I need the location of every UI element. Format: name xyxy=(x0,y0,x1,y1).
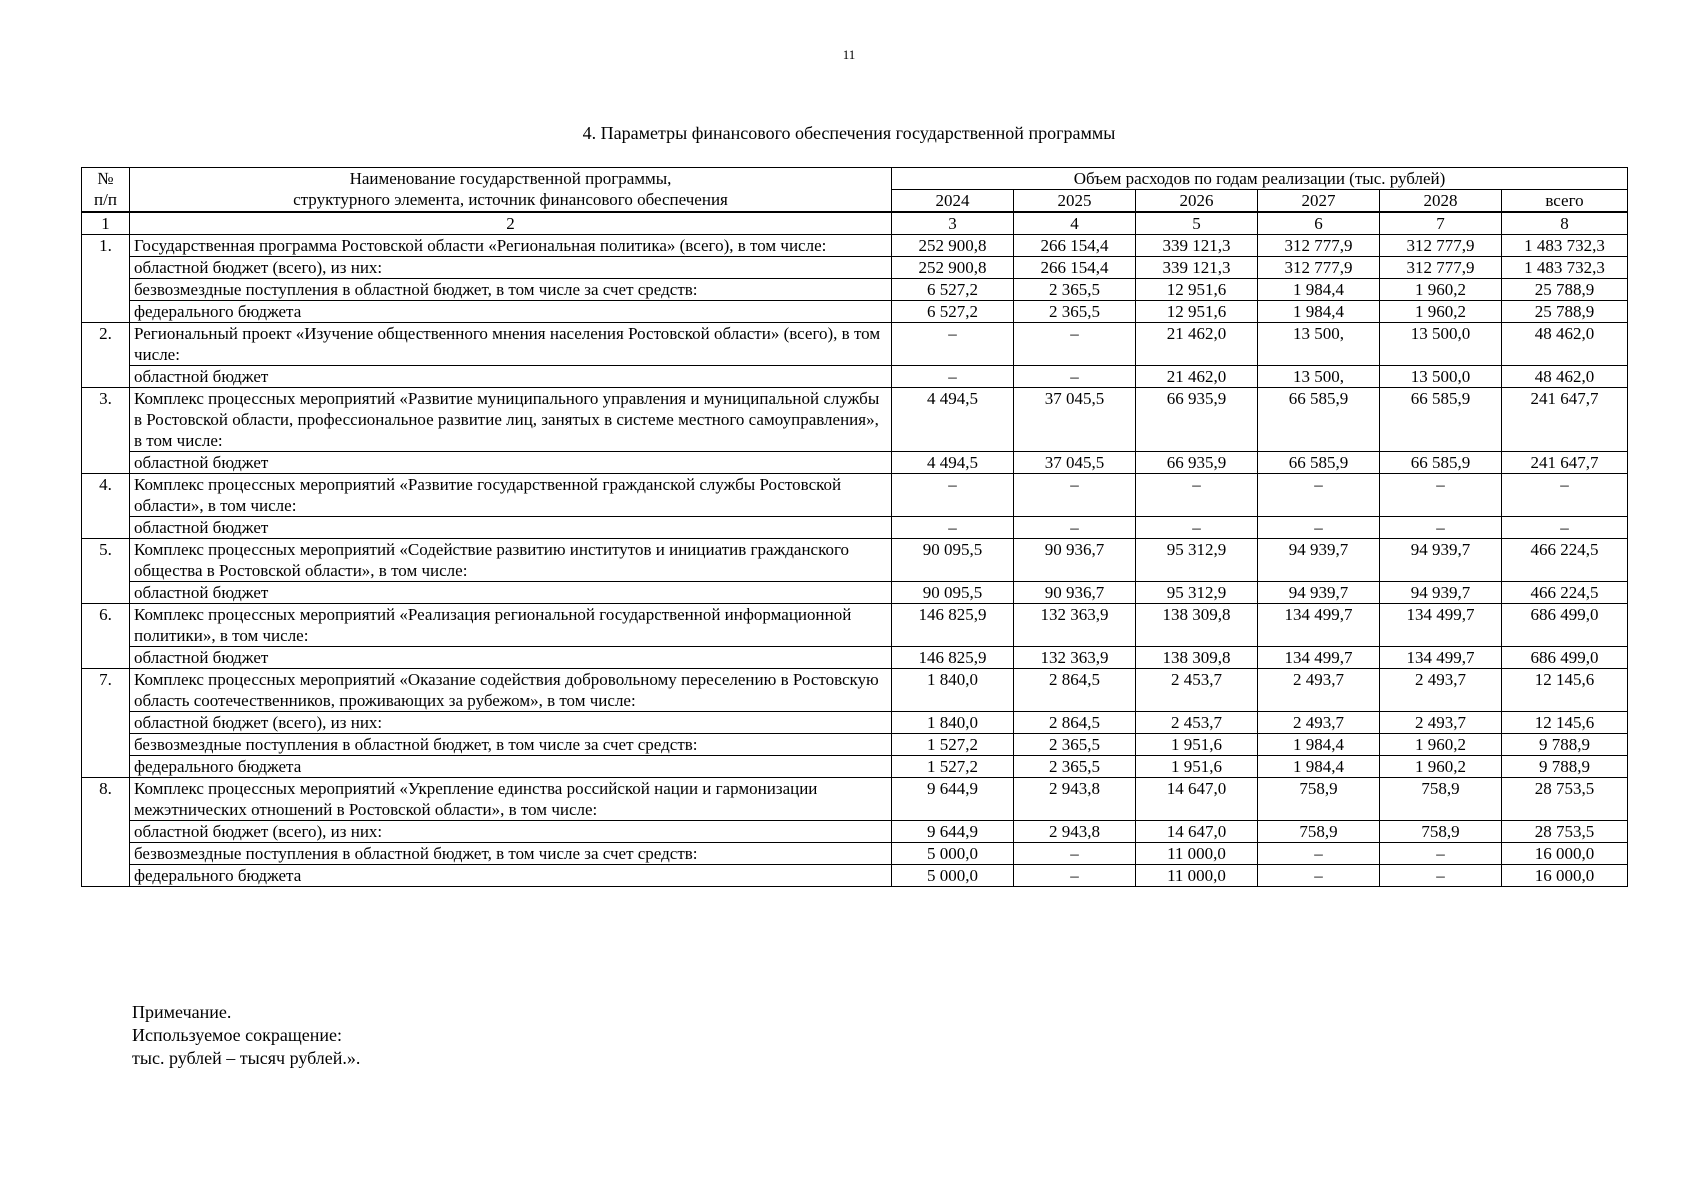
row-name: областной бюджет (всего), из них: xyxy=(130,712,892,734)
header-year: 2028 xyxy=(1380,190,1502,213)
row-name: Региональный проект «Изучение общественного мнения населения Ростовской области» (всего), в том числе: xyxy=(130,323,892,366)
value-cell: 2 453,7 xyxy=(1136,669,1258,712)
value-total-cell: 16 000,0 xyxy=(1502,843,1628,865)
table-row xyxy=(82,279,1628,301)
value-cell: 1 984,4 xyxy=(1258,734,1380,756)
value-total-cell: 28 753,5 xyxy=(1502,778,1628,821)
value-cell: 146 825,9 xyxy=(892,647,1014,669)
value-cell: – xyxy=(1014,517,1136,539)
table-row xyxy=(82,604,1628,647)
value-cell: 132 363,9 xyxy=(1014,604,1136,647)
value-cell: 4 494,5 xyxy=(892,452,1014,474)
document-title: 4. Параметры финансового обеспечения государственной программы xyxy=(582,123,1116,143)
value-total-cell: 25 788,9 xyxy=(1502,301,1628,323)
value-cell: 11 000,0 xyxy=(1136,865,1258,887)
value-total-cell: 25 788,9 xyxy=(1502,279,1628,301)
value-cell: 758,9 xyxy=(1258,778,1380,821)
table-row xyxy=(82,843,1628,865)
value-cell: 312 777,9 xyxy=(1258,257,1380,279)
column-number: 7 xyxy=(1380,212,1502,235)
column-number: 5 xyxy=(1136,212,1258,235)
value-total-cell: 12 145,6 xyxy=(1502,712,1628,734)
value-cell: – xyxy=(892,323,1014,366)
table-row xyxy=(82,734,1628,756)
value-cell: – xyxy=(1258,474,1380,517)
value-cell: – xyxy=(1380,517,1502,539)
value-cell: 2 365,5 xyxy=(1014,734,1136,756)
value-cell: 37 045,5 xyxy=(1014,388,1136,452)
value-cell: 13 500, xyxy=(1258,366,1380,388)
value-cell: 132 363,9 xyxy=(1014,647,1136,669)
value-cell: 6 527,2 xyxy=(892,279,1014,301)
header-name-line1: Наименование государственной программы, xyxy=(349,169,672,188)
value-cell: 1 527,2 xyxy=(892,756,1014,778)
value-cell: 138 309,8 xyxy=(1136,604,1258,647)
value-cell: 2 453,7 xyxy=(1136,712,1258,734)
value-cell: 6 527,2 xyxy=(892,301,1014,323)
value-cell: – xyxy=(1136,474,1258,517)
value-total-cell: 16 000,0 xyxy=(1502,865,1628,887)
value-cell: 339 121,3 xyxy=(1136,235,1258,257)
value-cell: 266 154,4 xyxy=(1014,235,1136,257)
value-cell: 90 095,5 xyxy=(892,539,1014,582)
table-row xyxy=(82,647,1628,669)
row-number: 6. xyxy=(82,604,130,669)
value-cell: 13 500,0 xyxy=(1380,323,1502,366)
value-cell: 312 777,9 xyxy=(1380,235,1502,257)
row-name: областной бюджет xyxy=(130,582,892,604)
table-row xyxy=(82,452,1628,474)
value-cell: 1 960,2 xyxy=(1380,734,1502,756)
row-name: безвозмездные поступления в областной бюджет, в том числе за счет средств: xyxy=(130,734,892,756)
value-total-cell: 466 224,5 xyxy=(1502,582,1628,604)
value-cell: – xyxy=(1380,474,1502,517)
value-cell: – xyxy=(1014,323,1136,366)
value-cell: 1 960,2 xyxy=(1380,279,1502,301)
column-number: 4 xyxy=(1014,212,1136,235)
value-cell: 1 840,0 xyxy=(892,669,1014,712)
value-cell: 312 777,9 xyxy=(1380,257,1502,279)
value-cell: – xyxy=(1258,843,1380,865)
table-row xyxy=(82,669,1628,712)
value-cell: 14 647,0 xyxy=(1136,778,1258,821)
value-total-cell: 466 224,5 xyxy=(1502,539,1628,582)
value-total-cell: 9 788,9 xyxy=(1502,756,1628,778)
value-cell: 2 493,7 xyxy=(1258,712,1380,734)
column-number: 6 xyxy=(1258,212,1380,235)
table-row xyxy=(82,582,1628,604)
value-cell: – xyxy=(1014,843,1136,865)
value-cell: 9 644,9 xyxy=(892,821,1014,843)
value-cell: 312 777,9 xyxy=(1258,235,1380,257)
value-total-cell: 12 145,6 xyxy=(1502,669,1628,712)
row-name: безвозмездные поступления в областной бюджет, в том числе за счет средств: xyxy=(130,279,892,301)
table-row xyxy=(82,539,1628,582)
value-cell: 1 984,4 xyxy=(1258,279,1380,301)
value-cell: 266 154,4 xyxy=(1014,257,1136,279)
header-num-line2: п/п xyxy=(94,190,117,209)
value-cell: – xyxy=(1380,865,1502,887)
value-cell: 37 045,5 xyxy=(1014,452,1136,474)
row-name: Комплекс процессных мероприятий «Развитие муниципального управления и муниципальной службы в Ростовской области, профессиональное развитие лиц, занятых в системе местного самоуправления», в том числе: xyxy=(130,388,892,452)
value-cell: 1 527,2 xyxy=(892,734,1014,756)
row-name: федерального бюджета xyxy=(130,865,892,887)
value-cell: 2 365,5 xyxy=(1014,279,1136,301)
row-number: 4. xyxy=(82,474,130,539)
value-cell: 12 951,6 xyxy=(1136,279,1258,301)
table-row xyxy=(82,366,1628,388)
value-cell: 1 984,4 xyxy=(1258,301,1380,323)
row-name: Комплекс процессных мероприятий «Развитие государственной гражданской службы Ростовской области», в том числе: xyxy=(130,474,892,517)
header-total: всего xyxy=(1502,190,1628,213)
row-name: Комплекс процессных мероприятий «Реализация региональной государственной информационной политики», в том числе: xyxy=(130,604,892,647)
value-cell: 1 951,6 xyxy=(1136,756,1258,778)
value-cell: 95 312,9 xyxy=(1136,582,1258,604)
value-cell: 758,9 xyxy=(1380,778,1502,821)
value-cell: – xyxy=(892,517,1014,539)
header-name xyxy=(130,168,892,213)
value-cell: 138 309,8 xyxy=(1136,647,1258,669)
value-cell: 21 462,0 xyxy=(1136,323,1258,366)
note xyxy=(132,1001,360,1070)
column-number: 8 xyxy=(1502,212,1628,235)
value-cell: 2 864,5 xyxy=(1014,669,1136,712)
value-cell: 66 935,9 xyxy=(1136,452,1258,474)
row-name: Комплекс процессных мероприятий «Оказание содействия добровольному переселению в Ростовскую область соотечественников, проживающих за рубежом», в том числе: xyxy=(130,669,892,712)
value-total-cell: 48 462,0 xyxy=(1502,366,1628,388)
page-number: 11 xyxy=(842,47,856,62)
value-cell: 2 365,5 xyxy=(1014,756,1136,778)
value-total-cell: 48 462,0 xyxy=(1502,323,1628,366)
table-row xyxy=(82,235,1628,257)
table-row xyxy=(82,756,1628,778)
value-total-cell: 1 483 732,3 xyxy=(1502,235,1628,257)
row-number: 7. xyxy=(82,669,130,778)
row-name: Комплекс процессных мероприятий «Укрепление единства российской нации и гармонизации межэтнических отношений в Ростовской области», в том числе: xyxy=(130,778,892,821)
value-cell: 1 840,0 xyxy=(892,712,1014,734)
value-cell: – xyxy=(1014,865,1136,887)
column-number: 3 xyxy=(892,212,1014,235)
value-cell: 2 493,7 xyxy=(1258,669,1380,712)
header-volume: Объем расходов по годам реализации (тыс. рублей) xyxy=(892,168,1628,190)
table-row xyxy=(82,257,1628,279)
value-cell: 758,9 xyxy=(1258,821,1380,843)
table-row xyxy=(82,821,1628,843)
value-cell: 2 493,7 xyxy=(1380,712,1502,734)
value-cell: 13 500,0 xyxy=(1380,366,1502,388)
value-cell: 1 960,2 xyxy=(1380,756,1502,778)
value-cell: 66 585,9 xyxy=(1380,452,1502,474)
row-name: областной бюджет xyxy=(130,452,892,474)
value-cell: 66 935,9 xyxy=(1136,388,1258,452)
value-cell: 2 864,5 xyxy=(1014,712,1136,734)
table-row xyxy=(82,301,1628,323)
value-total-cell: 686 499,0 xyxy=(1502,647,1628,669)
value-total-cell: 241 647,7 xyxy=(1502,388,1628,452)
value-cell: 252 900,8 xyxy=(892,257,1014,279)
table-row xyxy=(82,474,1628,517)
value-cell: 758,9 xyxy=(1380,821,1502,843)
value-cell: – xyxy=(892,366,1014,388)
value-cell: 339 121,3 xyxy=(1136,257,1258,279)
value-cell: – xyxy=(1014,366,1136,388)
value-cell: 134 499,7 xyxy=(1258,647,1380,669)
value-total-cell: – xyxy=(1502,517,1628,539)
row-name: областной бюджет xyxy=(130,647,892,669)
table-row xyxy=(82,865,1628,887)
value-cell: – xyxy=(1258,865,1380,887)
table-row xyxy=(82,778,1628,821)
row-number: 5. xyxy=(82,539,130,604)
column-number: 2 xyxy=(130,212,892,235)
header-year: 2024 xyxy=(892,190,1014,213)
header-name-line2: структурного элемента, источник финансового обеспечения xyxy=(293,190,728,209)
note-heading: Примечание. xyxy=(132,1002,232,1022)
row-name: федерального бюджета xyxy=(130,756,892,778)
value-cell: 252 900,8 xyxy=(892,235,1014,257)
row-number: 1. xyxy=(82,235,130,323)
value-total-cell: 686 499,0 xyxy=(1502,604,1628,647)
row-name: Государственная программа Ростовской области «Региональная политика» (всего), в том числе: xyxy=(130,235,892,257)
value-cell: 5 000,0 xyxy=(892,865,1014,887)
value-cell: 21 462,0 xyxy=(1136,366,1258,388)
value-cell: 94 939,7 xyxy=(1258,539,1380,582)
row-name: безвозмездные поступления в областной бюджет, в том числе за счет средств: xyxy=(130,843,892,865)
column-number: 1 xyxy=(82,212,130,235)
table-row xyxy=(82,388,1628,452)
row-name: областной бюджет xyxy=(130,366,892,388)
value-cell: 12 951,6 xyxy=(1136,301,1258,323)
value-cell: 5 000,0 xyxy=(892,843,1014,865)
header-num-line1: № xyxy=(97,169,114,188)
value-cell: – xyxy=(1136,517,1258,539)
value-cell: 66 585,9 xyxy=(1380,388,1502,452)
value-cell: 9 644,9 xyxy=(892,778,1014,821)
note-abbreviation: тыс. рублей – тысяч рублей.». xyxy=(132,1048,361,1068)
table-row xyxy=(82,323,1628,366)
row-name: Комплекс процессных мероприятий «Содействие развитию институтов и инициатив гражданского общества в Ростовской области», в том числе: xyxy=(130,539,892,582)
value-cell: – xyxy=(1014,474,1136,517)
value-cell: 66 585,9 xyxy=(1258,388,1380,452)
row-name: областной бюджет (всего), из них: xyxy=(130,257,892,279)
value-cell: 11 000,0 xyxy=(1136,843,1258,865)
header-year: 2027 xyxy=(1258,190,1380,213)
value-total-cell: 241 647,7 xyxy=(1502,452,1628,474)
row-name: федерального бюджета xyxy=(130,301,892,323)
note-abbreviation-label: Используемое сокращение: xyxy=(132,1025,342,1045)
value-cell: 95 312,9 xyxy=(1136,539,1258,582)
value-cell: 134 499,7 xyxy=(1380,604,1502,647)
row-number: 2. xyxy=(82,323,130,388)
value-total-cell: 28 753,5 xyxy=(1502,821,1628,843)
header-year: 2026 xyxy=(1136,190,1258,213)
value-cell: 1 951,6 xyxy=(1136,734,1258,756)
value-total-cell: – xyxy=(1502,474,1628,517)
value-cell: – xyxy=(892,474,1014,517)
financing-table xyxy=(81,167,1628,887)
value-cell: 90 095,5 xyxy=(892,582,1014,604)
table-body xyxy=(82,235,1628,887)
value-total-cell: 9 788,9 xyxy=(1502,734,1628,756)
value-cell: 4 494,5 xyxy=(892,388,1014,452)
table-row xyxy=(82,712,1628,734)
header-year: 2025 xyxy=(1014,190,1136,213)
row-name: областной бюджет (всего), из них: xyxy=(130,821,892,843)
value-cell: 14 647,0 xyxy=(1136,821,1258,843)
value-cell: 90 936,7 xyxy=(1014,582,1136,604)
value-cell: 2 365,5 xyxy=(1014,301,1136,323)
value-cell: 1 960,2 xyxy=(1380,301,1502,323)
row-name: областной бюджет xyxy=(130,517,892,539)
value-cell: 2 943,8 xyxy=(1014,778,1136,821)
value-cell: 94 939,7 xyxy=(1258,582,1380,604)
value-cell: – xyxy=(1380,843,1502,865)
value-cell: 66 585,9 xyxy=(1258,452,1380,474)
value-cell: 2 943,8 xyxy=(1014,821,1136,843)
value-cell: – xyxy=(1258,517,1380,539)
value-cell: 90 936,7 xyxy=(1014,539,1136,582)
value-cell: 134 499,7 xyxy=(1380,647,1502,669)
value-cell: 1 984,4 xyxy=(1258,756,1380,778)
header-num xyxy=(82,168,130,213)
value-cell: 146 825,9 xyxy=(892,604,1014,647)
value-cell: 13 500, xyxy=(1258,323,1380,366)
value-total-cell: 1 483 732,3 xyxy=(1502,257,1628,279)
value-cell: 94 939,7 xyxy=(1380,539,1502,582)
value-cell: 94 939,7 xyxy=(1380,582,1502,604)
value-cell: 2 493,7 xyxy=(1380,669,1502,712)
table-row xyxy=(82,517,1628,539)
value-cell: 134 499,7 xyxy=(1258,604,1380,647)
row-number: 3. xyxy=(82,388,130,474)
row-number: 8. xyxy=(82,778,130,887)
